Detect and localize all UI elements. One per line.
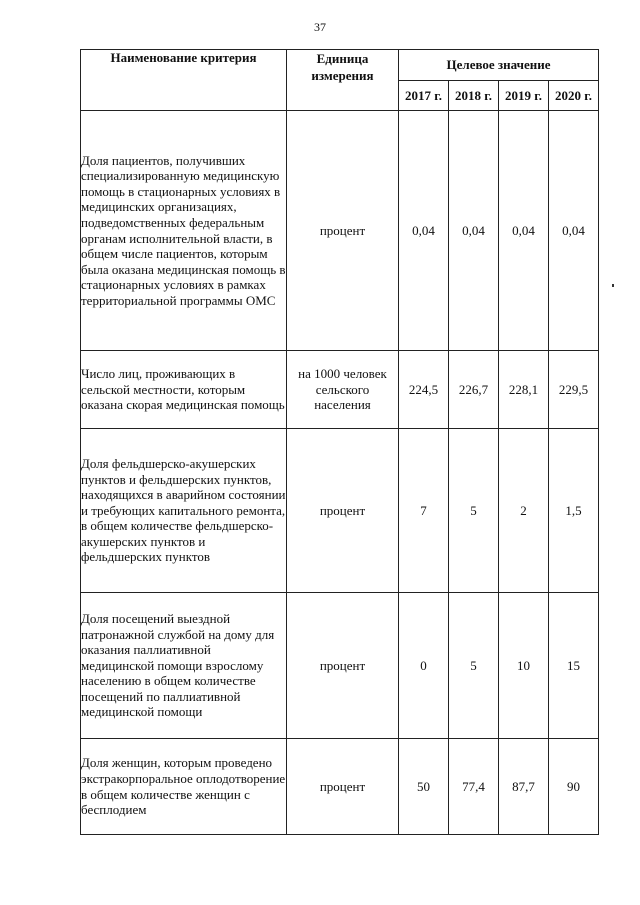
table-row xyxy=(81,351,599,429)
value-2019: 0,04 xyxy=(499,111,549,351)
table-row xyxy=(81,593,599,739)
value-2020: 0,04 xyxy=(549,111,599,351)
value-2018: 5 xyxy=(449,593,499,739)
criterion-unit: процент xyxy=(287,111,399,351)
table-row xyxy=(81,111,599,351)
scan-speck xyxy=(612,284,614,287)
value-2017: 7 xyxy=(399,429,449,593)
value-2017: 0 xyxy=(399,593,449,739)
value-2018: 226,7 xyxy=(449,351,499,429)
value-2019: 2 xyxy=(499,429,549,593)
value-2020: 15 xyxy=(549,593,599,739)
criterion-unit: процент xyxy=(287,593,399,739)
header-year-2020: 2020 г. xyxy=(549,81,599,111)
header-criterion-name: Наименование критерия xyxy=(81,50,287,111)
header-year-2018: 2018 г. xyxy=(449,81,499,111)
header-row-top xyxy=(81,50,599,81)
value-2017: 224,5 xyxy=(399,351,449,429)
value-2019: 228,1 xyxy=(499,351,549,429)
criterion-name: Число лиц, проживающих в сельской местности, которым оказана скорая медицинская помощь xyxy=(81,351,287,429)
criterion-name: Доля пациентов, получивших специализированную медицинскую помощь в стационарных условиях в медицинских организациях, подведомственных федеральным органам исполнительной власти, в общем числе пациентов, которым была оказана медицинская помощь в стационарных условиях в рамках территориальной программы ОМС xyxy=(81,111,287,351)
criterion-unit: на 1000 человек сельского населения xyxy=(287,351,399,429)
criteria-table xyxy=(80,49,599,835)
value-2018: 77,4 xyxy=(449,739,499,835)
header-year-2017: 2017 г. xyxy=(399,81,449,111)
criterion-name: Доля посещений выездной патронажной службой на дому для оказания паллиативной медицинской помощи взрослому населению в общем количестве посещений по паллиативной медицинской помощи xyxy=(81,593,287,739)
criterion-name: Доля фельдшерско-акушерских пунктов и фельдшерских пунктов, находящихся в аварийном состоянии и требующих капитального ремонта, в общем количестве фельдшерско-акушерских пунктов и фельдшерских пунктов xyxy=(81,429,287,593)
value-2020: 229,5 xyxy=(549,351,599,429)
table-row xyxy=(81,739,599,835)
value-2017: 0,04 xyxy=(399,111,449,351)
value-2019: 87,7 xyxy=(499,739,549,835)
value-2020: 90 xyxy=(549,739,599,835)
header-unit: Единица измерения xyxy=(287,50,399,111)
criterion-name: Доля женщин, которым проведено экстракорпоральное оплодотворение в общем количестве женщин с бесплодием xyxy=(81,739,287,835)
value-2018: 5 xyxy=(449,429,499,593)
value-2018: 0,04 xyxy=(449,111,499,351)
criterion-unit: процент xyxy=(287,739,399,835)
page-number: 37 xyxy=(314,20,326,34)
value-2019: 10 xyxy=(499,593,549,739)
criterion-unit: процент xyxy=(287,429,399,593)
header-target-value: Целевое значение xyxy=(399,50,599,81)
value-2017: 50 xyxy=(399,739,449,835)
value-2020: 1,5 xyxy=(549,429,599,593)
header-year-2019: 2019 г. xyxy=(499,81,549,111)
table-row xyxy=(81,429,599,593)
